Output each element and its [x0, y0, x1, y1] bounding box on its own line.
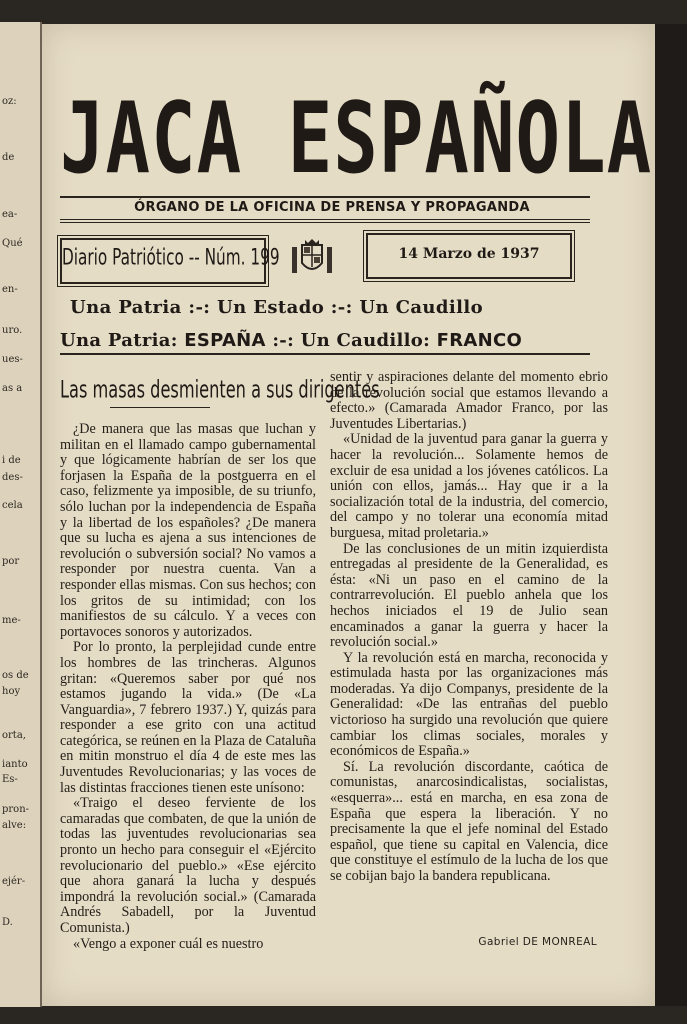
facing-page-fragment: Es-: [2, 774, 18, 785]
facing-page-fragment: cela: [2, 500, 23, 511]
article-paragraph: sentir y aspiraciones delante del momento ebrio de la revolución social que estamos llevando a efecto.» (Camarada Amador Franco, por las Juventudes Libertarias.): [330, 369, 608, 432]
facing-page-fragment: me-: [2, 615, 21, 626]
issue-number-box: [60, 238, 280, 284]
article-title: Las masas desmienten a sus dirigentes: [60, 376, 380, 405]
facing-page-fragment: as a: [2, 383, 23, 394]
subtitle-rule: [60, 222, 590, 223]
facing-page-fragment: por: [2, 556, 20, 567]
page-shadow-edge: [655, 24, 687, 1006]
article-paragraph: «Vengo a exponer cuál es nuestro: [73, 935, 264, 952]
date-box: [366, 233, 572, 279]
article-paragraph: De las conclusiones de un mitin izquierdista entregadas al presidente de la Generalidad, es ésta: «Ni un paso en el camino de la contrarrevolución. El pueblo anhela que los hechos iniciados el 19 de Julio sean encaminados a ganar la guerra y hacer la revolución social.»: [330, 540, 608, 651]
facing-page-fragment: i de: [2, 455, 21, 466]
facing-page-fragment: Qué: [2, 238, 23, 249]
title-underline: [110, 407, 210, 408]
facing-page-fragment: D.: [2, 917, 13, 928]
article-author: Gabriel DE MONREAL: [478, 936, 597, 948]
article-column-right: [330, 370, 608, 885]
issue-number: Diario Patriótico -- Núm. 199: [62, 245, 280, 271]
article-paragraph: Por lo pronto, la perplejidad cunde entre los hombres de las trincheras. Algunos gritan: «Queremos saber por qué nos estamos jugando la vida.» (De «La Vanguardia», 7 febrero 1937.) Y, quizás para responder a ese grito con una actitud categórica, se reúnen en la Plaza de Cataluña en mitin monstruo el día 4 de este mes las Juventudes Revolucionarias; y las voces de las distintas fracciones tienen este unísono:: [60, 639, 316, 796]
article-paragraph: «Unidad de la juventud para ganar la guerra y hacer la revolución... Solamente hemos de excluir de esa unidad a los jóvenes católicos. La unión con ellos, jamás... Hay que ir a la socialización total de la industria, del comercio, del campo y no tolerar una economía mitad burguesa, mitad proletaria.»: [330, 431, 608, 541]
article-paragraph: ¿De manera que las masas que luchan y militan en el llamado campo gubernamental y que lógicamente habrían de ser los que forjasen la España de la postguerra en el caso, felizmente ya imposible, de su triunfo, sólo luchan por la independencia de España y la libertad de los españoles? ¿De manera que su lucha es ajena a sus intenciones de revolución o subversión social? No vamos a responder por nuestra cuenta. Van a responder ellas mismas. Con sus hechos; con los gritos de su intimidad; con los manifiestos de su cálculo. Y a veces con portavoces sonoros y autorizados.: [60, 421, 316, 640]
article-paragraph: Y la revolución está en marcha, reconocida y estimulada hasta por las organizaciones más moderadas. Ya dijo Companys, presidente de la Generalidad: «De las entrañas del pueblo victorioso ha surgido una revolución que quiere cambiar los climas sociales, morales y económicos de España.»: [330, 649, 608, 760]
slogan-part: :-: Un Caudillo:: [265, 330, 437, 351]
issue-date: 14 Marzo de 1937: [398, 246, 540, 262]
facing-page-fragment: oz:: [2, 96, 17, 107]
masthead-rule: [60, 196, 590, 198]
slogan-part: Una Patria:: [60, 330, 185, 351]
facing-page-fragment: uro.: [2, 325, 23, 336]
facing-page-fragment: alve:: [2, 820, 27, 831]
masthead-subtitle: ÓRGANO DE LA OFICINA DE PRENSA Y PROPAGANDA: [134, 200, 530, 215]
article-paragraph: «Traigo el deseo ferviente de los camaradas que combaten, de que la unión de todas las juventudes revolucionarias sea pronto un hecho para conseguir el «Ejército revolucionario del pueblo.» «Ese ejército que ahora ganará la lucha y después impondrá la revolución social.» (Camarada Andrés Sabadell, por la Juventud Comunista.): [60, 795, 316, 936]
masthead-title: JACA ESPAÑOLA: [60, 82, 653, 196]
slogan-espana: ESPAÑA: [184, 330, 266, 351]
facing-page-fragment: de: [2, 152, 15, 163]
coat-of-arms-icon: [290, 237, 334, 277]
facing-page-edge: [0, 22, 42, 1007]
facing-page-fragment: pron-: [2, 804, 30, 815]
facing-page-fragment: en-: [2, 284, 18, 295]
facing-page-fragment: ianto: [2, 759, 28, 770]
article-paragraph: Sí. La revolución discordante, caótica de comunistas, anarcosindicalistas, socialistas, «esquerra»... está en marcha, en esa zona de España que espera la liberación. Y no precisamente la que el jefe nominal del Estado español, que tiene su capital en Valencia, dice que constituye el estímulo de la lucha de los que se cobijan bajo la bandera republicana.: [330, 758, 608, 884]
slogan-franco: FRANCO: [436, 330, 523, 351]
facing-page-fragment: orta,: [2, 730, 26, 741]
facing-page-fragment: hoy: [2, 686, 21, 697]
slogan-line-2: [60, 330, 522, 351]
subtitle-rule: [60, 219, 590, 220]
facing-page-fragment: ejér-: [2, 876, 26, 887]
facing-page-fragment: des-: [2, 472, 23, 483]
slogan-line-1: Una Patria :-: Un Estado :-: Un Caudillo: [70, 297, 484, 318]
slogan-rule: [60, 353, 590, 355]
article-column-left: [60, 422, 316, 952]
facing-page-fragment: ea-: [2, 209, 18, 220]
newspaper-page: [42, 24, 655, 1006]
facing-page-fragment: os de: [2, 670, 29, 681]
facing-page-fragment: ues-: [2, 354, 23, 365]
